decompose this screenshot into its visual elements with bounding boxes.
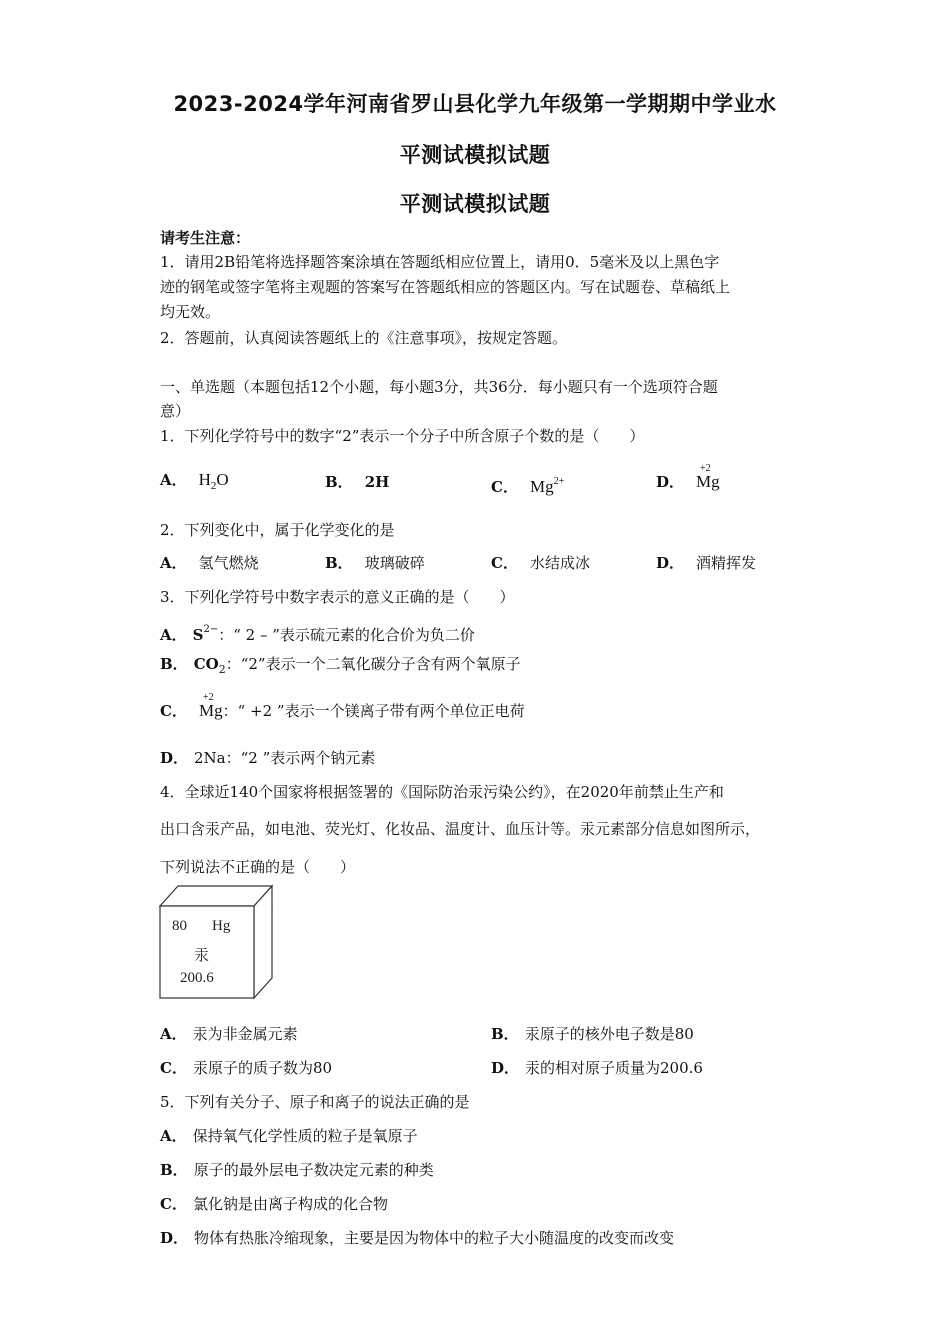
q4-option-d: D． 汞的相对原子质量为200.6: [491, 1059, 703, 1077]
q1-option-c: C． $Mg^{2+}$: [491, 476, 565, 496]
q3-formula-mg-valence: +2 Mg: [198, 692, 223, 720]
q2-option-a: A． 氢气燃烧: [160, 554, 259, 572]
q1-option-a: A． $H_2O$: [160, 470, 229, 492]
notice-item-2: 2．答题前，认真阅读答题纸上的《注意事项》，按规定答题。: [160, 329, 568, 347]
q4-stem-line-1: 4．全球近140个国家将根据签署的《国际防治汞污染公约》，在2020年前禁止生产和: [160, 783, 724, 801]
q2-stem: 2．下列变化中，属于化学变化的是: [160, 521, 395, 539]
q1-stem: 1．下列化学符号中的数字“2”表示一个分子中所含原子个数的是（ ）: [160, 427, 645, 445]
section-heading-line-2: 意）: [160, 402, 191, 420]
q5-stem: 5．下列有关分子、原子和离子的说法正确的是: [160, 1093, 470, 1111]
q5-option-b: B． 原子的最外层电子数决定元素的种类: [160, 1161, 434, 1179]
q2-option-c: C． 水结成冰: [491, 554, 590, 572]
element-cube-outline: [158, 884, 274, 1000]
q4-stem-line-3: 下列说法不正确的是（ ）: [160, 858, 356, 876]
q4-option-c: C． 汞原子的质子数为80: [160, 1059, 333, 1077]
notice-heading: 请考生注意：: [160, 229, 251, 247]
title-line-1: 2023-2024学年河南省罗山县化学九年级第一学期期中学业水: [173, 92, 777, 116]
q5-option-d: D． 物体有热胀冷缩现象，主要是因为物体中的粒子大小随温度的改变而改变: [160, 1229, 675, 1247]
title-line-3: 平测试模拟试题: [399, 192, 551, 216]
notice-item-1-line-2: 迹的钢笔或签字笔将主观题的答案写在答题纸相应的答题区内。写在试题卷、草稿纸上: [160, 278, 731, 296]
q1-option-b: B． 2H: [325, 473, 390, 491]
q1-formula-mg-ion: $Mg^{2+}$: [529, 476, 565, 496]
q3-option-c: C． +2 Mg：“ +2 ”表示一个镁离子带有两个单位正电荷: [160, 692, 525, 720]
atomic-mass: 200.6: [180, 970, 214, 986]
q5-option-a: A． 保持氧气化学性质的粒子是氧原子: [160, 1127, 418, 1145]
q5-option-c: C． 氯化钠是由离子构成的化合物: [160, 1195, 388, 1213]
q1-formula-mg-valence: +2 Mg: [696, 463, 720, 491]
q3-option-a: A． $S^{2-}$：“ 2 – ”表示硫元素的化合价为负二价: [160, 624, 475, 644]
q3-option-d: D． 2Na：“2 ”表示两个钠元素: [160, 749, 376, 767]
title-line-2: 平测试模拟试题: [399, 143, 551, 167]
atomic-number: 80: [172, 918, 187, 934]
element-symbol: Hg: [212, 918, 231, 934]
q4-option-a: A． 汞为非金属元素: [160, 1025, 298, 1043]
q4-option-b: B． 汞原子的核外电子数是80: [491, 1025, 694, 1043]
q3-stem: 3．下列化学符号中数字表示的意义正确的是（ ）: [160, 588, 515, 606]
notice-item-1-line-3: 均无效。: [160, 303, 221, 321]
element-name: 汞: [194, 946, 210, 964]
notice-item-1-line-1: 1．请用2B铅笔将选择题答案涂填在答题纸相应位置上，请用0．5毫米及以上黑色字: [160, 253, 720, 271]
q2-option-d: D． 酒精挥发: [656, 554, 757, 572]
q4-stem-line-2: 出口含汞产品，如电池、荧光灯、化妆品、温度计、血压计等。汞元素部分信息如图所示，: [160, 820, 761, 838]
mercury-element-cell: [158, 884, 274, 1000]
q2-option-b: B． 玻璃破碎: [325, 554, 425, 572]
q1-formula-h2o: $H_2O$: [198, 470, 229, 492]
q1-option-d: D． +2 Mg: [656, 463, 720, 491]
q3-option-b: B． $CO_2$：“2”表示一个二氧化碳分子含有两个氧原子: [160, 655, 521, 676]
section-heading-line-1: 一、单选题（本题包括12个小题，每小题3分，共36分．每小题只有一个选项符合题: [160, 378, 718, 396]
